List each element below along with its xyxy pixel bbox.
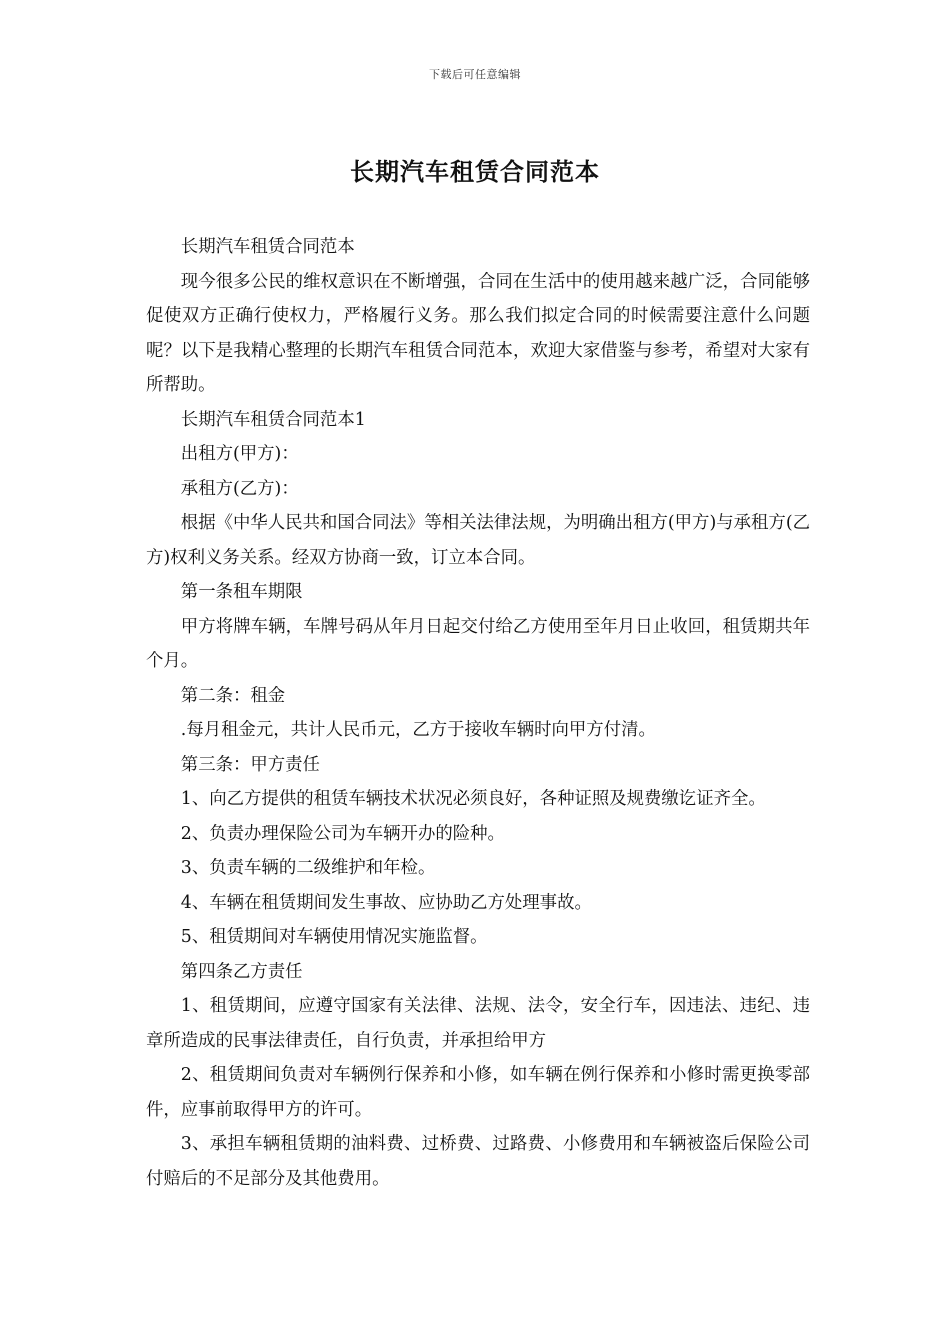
paragraph: 4、车辆在租赁期间发生事故、应协助乙方处理事故。 — [180, 892, 592, 913]
paragraph: 根据《中华人民共和国合同法》等相关法律法规，为明确出租方(甲方)与承租方(乙方)权利义务关系。经双方协商一致，订立本合同。 — [146, 513, 810, 568]
paragraph: 2、负责办理保险公司为车辆开办的险种。 — [180, 823, 505, 844]
paragraph: 出租方(甲方)： — [180, 444, 299, 464]
paragraph: 第二条：租金 — [180, 685, 286, 706]
paragraph: 3、负责车辆的二级维护和年检。 — [180, 858, 436, 878]
paragraph: 长期汽车租赁合同范本1 — [180, 409, 366, 430]
paragraph: 承租方(乙方)： — [180, 478, 299, 499]
paragraph: .每月租金元，共计人民币元，乙方于接收车辆时向甲方付清。 — [180, 720, 656, 740]
document-title: 长期汽车租赁合同范本 — [350, 157, 600, 186]
paragraph: 1、向乙方提供的租赁车辆技术状况必须良好，各种证照及规费缴讫证齐全。 — [180, 789, 766, 809]
header-note: 下载后可任意编辑 — [429, 68, 521, 81]
paragraph: 长期汽车租赁合同范本 — [180, 237, 355, 257]
document-body — [146, 230, 810, 1196]
paragraph: 1、租赁期间，应遵守国家有关法律、法规、法令，安全行车，因违法、违纪、违章所造成的民事法律责任，自行负责，并承担给甲方 — [146, 996, 810, 1051]
paragraph: 现今很多公民的维权意识在不断增强，合同在生活中的使用越来越广泛，合同能够促使双方正确行使权力，严格履行义务。那么我们拟定合同的时候需要注意什么问题呢？以下是我精心整理的长期汽车租赁合同范本，欢迎大家借鉴与参考，希望对大家有所帮助。 — [146, 271, 810, 395]
paragraph: 2、租赁期间负责对车辆例行保养和小修，如车辆在例行保养和小修时需更换零部件，应事前取得甲方的许可。 — [146, 1065, 810, 1120]
paragraph: 第一条租车期限 — [180, 582, 303, 602]
paragraph: 第三条：甲方责任 — [180, 754, 320, 775]
paragraph: 甲方将牌车辆，车牌号码从年月日起交付给乙方使用至年月日止收回，租赁期共年个月。 — [146, 616, 810, 671]
paragraph: 3、承担车辆租赁期的油料费、过桥费、过路费、小修费用和车辆被盗后保险公司付赔后的不足部分及其他费用。 — [146, 1134, 810, 1189]
paragraph: 第四条乙方责任 — [180, 961, 303, 982]
paragraph: 5、租赁期间对车辆使用情况实施监督。 — [180, 927, 488, 947]
